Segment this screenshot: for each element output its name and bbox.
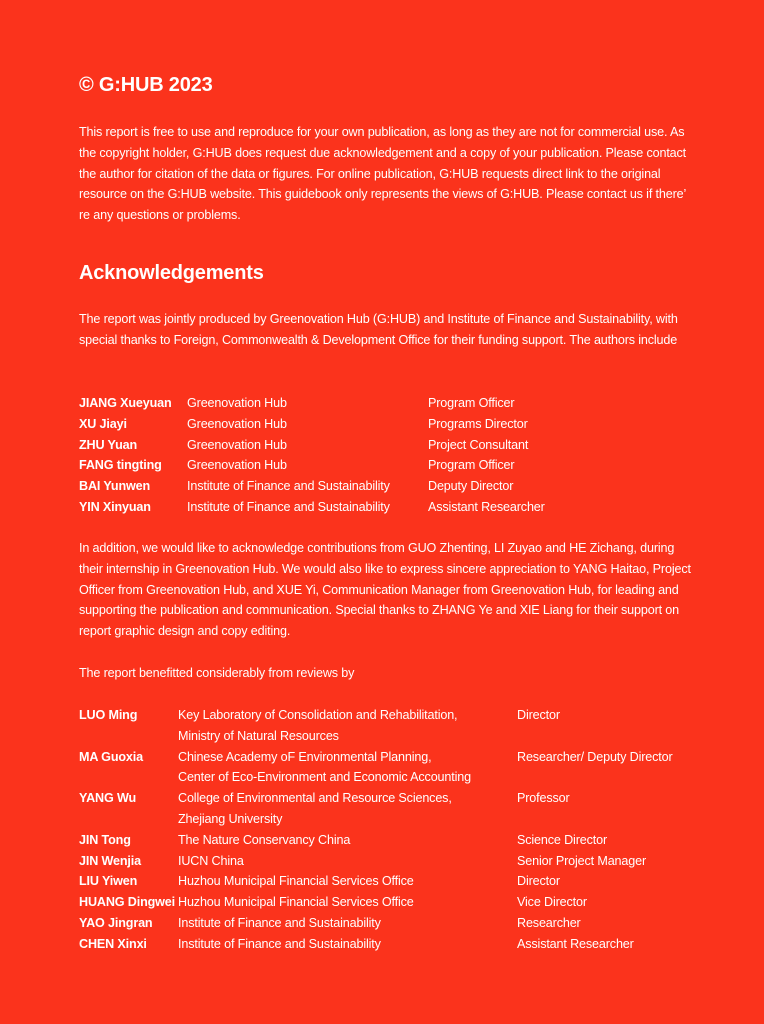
authors-list xyxy=(79,393,699,518)
reviewer-role: Vice Director xyxy=(517,895,587,910)
author-row xyxy=(79,455,699,476)
reviewer-organization xyxy=(178,851,508,872)
reviewer-role: Researcher xyxy=(517,915,581,930)
reviewer-role: Senior Project Manager xyxy=(517,853,647,868)
reviewer-name: LIU Yiwen xyxy=(79,874,138,889)
reviewer-name: CHEN Xinxi xyxy=(79,936,147,951)
author-role: Programs Director xyxy=(428,416,528,431)
reviewers-list xyxy=(79,705,699,955)
reviewer-name: YANG Wu xyxy=(79,791,137,806)
reviewer-role: Director xyxy=(517,708,560,722)
reviewer-organization-line: Key Laboratory of Consolidation and Rehabilitation, xyxy=(178,708,458,722)
reviewer-organization-line: Ministry of Natural Resources xyxy=(178,728,339,743)
reviews-intro: The report benefitted considerably from reviews by xyxy=(79,666,355,680)
reviewer-organization xyxy=(178,913,508,934)
reviewer-role: Science Director xyxy=(517,832,607,847)
reviewer-name: JIN Wenjia xyxy=(79,853,141,868)
reviewer-row xyxy=(79,934,699,955)
reviewer-row xyxy=(79,705,699,747)
reviewer-row xyxy=(79,851,699,872)
copyright-heading: © G:HUB 2023 xyxy=(79,74,213,96)
copyright-paragraph: This report is free to use and reproduce for your own publication, as long as they are not for commercial use. As the copyright holder, G:HUB does request due acknowledgement and a copy of your publication. Please contact the author for citation of the data or figures. For online publication, G:HUB requests direct link to the original resource on the G:HUB website. This guidebook only represents the views of G:HUB. Please contact us if there’ re any questions or problems. xyxy=(79,125,687,223)
author-name: XU Jiayi xyxy=(79,416,127,431)
author-role: Assistant Researcher xyxy=(428,499,545,514)
author-organization: Institute of Finance and Sustainability xyxy=(187,499,390,514)
reviewer-organization xyxy=(178,934,508,955)
reviewer-name: YAO Jingran xyxy=(79,915,153,930)
reviewer-row xyxy=(79,788,699,830)
reviewer-organization xyxy=(178,892,508,913)
reviewer-role: Professor xyxy=(517,791,570,806)
reviewer-organization-line: College of Environmental and Resource Sciences, xyxy=(178,791,452,806)
author-row xyxy=(79,414,699,435)
author-organization: Greenovation Hub xyxy=(187,458,287,473)
author-row xyxy=(79,393,699,414)
reviewer-organization-line: Zhejiang University xyxy=(178,811,283,826)
author-row xyxy=(79,435,699,456)
author-name: JIANG Xueyuan xyxy=(79,396,172,410)
reviewer-name: LUO Ming xyxy=(79,708,138,722)
reviewer-organization-line: Center of Eco-Environment and Economic Accounting xyxy=(178,770,471,785)
reviewer-organization-line: Institute of Finance and Sustainability xyxy=(178,915,381,930)
author-name: FANG tingting xyxy=(79,458,162,473)
author-organization: Greenovation Hub xyxy=(187,437,287,452)
reviewer-organization-line: IUCN China xyxy=(178,853,244,868)
reviewer-row xyxy=(79,913,699,934)
author-organization: Greenovation Hub xyxy=(187,416,287,431)
reviewer-row xyxy=(79,892,699,913)
reviewer-organization xyxy=(178,705,508,747)
reviewer-name: MA Guoxia xyxy=(79,749,143,764)
contributions-paragraph: In addition, we would like to acknowledge contributions from GUO Zhenting, LI Zuyao and HE Zichang, during their internship in Greenovation Hub. We would also like to express sincere appreciation to YANG Haitao, Project Officer from Greenovation Hub, and XUE Yi, Communication Manager from Greenovation Hub, for leading and supporting the publication and communication. Special thanks to ZHANG Ye and XIE Liang for their support on report graphic design and copy editing. xyxy=(79,541,691,639)
reviewer-organization-line: Huzhou Municipal Financial Services Office xyxy=(178,895,414,910)
reviewer-organization-line: The Nature Conservancy China xyxy=(178,832,351,847)
reviewer-row xyxy=(79,830,699,851)
author-name: ZHU Yuan xyxy=(79,437,138,452)
acknowledgements-heading: Acknowledgements xyxy=(79,262,264,284)
reviewer-organization xyxy=(178,788,508,830)
author-organization: Greenovation Hub xyxy=(187,396,287,410)
reviewer-organization xyxy=(178,871,508,892)
author-role: Deputy Director xyxy=(428,479,514,494)
acknowledgements-intro: The report was jointly produced by Greenovation Hub (G:HUB) and Institute of Finance and Sustainability, with special thanks to Foreign, Commonwealth & Development Office for their funding support. The authors include xyxy=(79,312,678,347)
reviewer-name: JIN Tong xyxy=(79,832,131,847)
author-name: BAI Yunwen xyxy=(79,479,151,494)
reviewer-organization xyxy=(178,830,508,851)
reviewer-organization-line: Chinese Academy oF Environmental Planning, xyxy=(178,749,432,764)
reviewer-name: HUANG Dingwei xyxy=(79,895,176,910)
reviewer-row xyxy=(79,871,699,892)
author-role: Project Consultant xyxy=(428,437,529,452)
reviewer-row xyxy=(79,747,699,789)
reviewer-organization xyxy=(178,747,508,789)
author-role: Program Officer xyxy=(428,396,515,410)
author-row xyxy=(79,476,699,497)
author-name: YIN Xinyuan xyxy=(79,499,151,514)
author-row xyxy=(79,497,699,518)
author-role: Program Officer xyxy=(428,458,515,473)
reviewer-organization-line: Institute of Finance and Sustainability xyxy=(178,936,381,951)
author-organization: Institute of Finance and Sustainability xyxy=(187,479,390,494)
reviewer-role: Assistant Researcher xyxy=(517,936,634,951)
reviewer-role: Director xyxy=(517,874,560,889)
reviewer-organization-line: Huzhou Municipal Financial Services Office xyxy=(178,874,414,889)
reviewer-role: Researcher/ Deputy Director xyxy=(517,749,673,764)
